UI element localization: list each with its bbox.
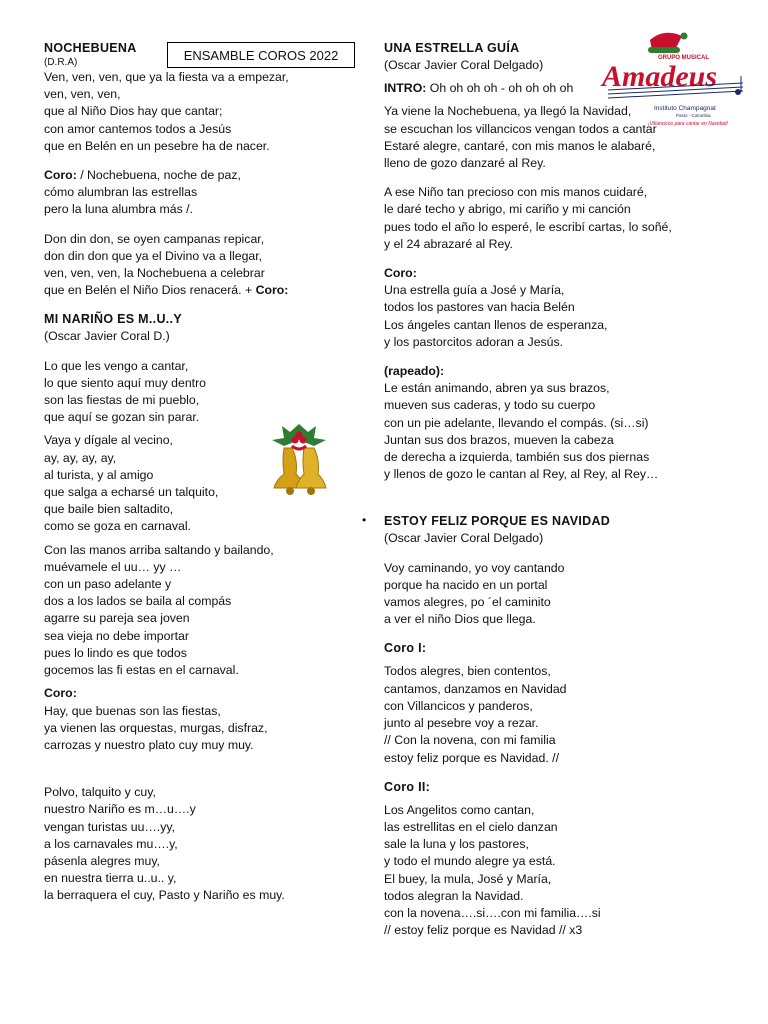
verse-4 [44, 784, 344, 904]
lyric-line: cómo alumbran las estrellas [44, 185, 198, 200]
song-title-una-estrella-guia: UNA ESTRELLA GUÍA [384, 41, 520, 55]
chorus [384, 265, 744, 351]
chorus-label: Coro: [255, 283, 289, 298]
lyric-line: dos a los lados se baila al compás [44, 594, 232, 609]
lyric-line: Una estrella guía a José y María, [384, 283, 565, 298]
lyric-line: que aquí se gozan sin parar. [44, 410, 200, 425]
bullet-icon: • [362, 513, 367, 528]
lyric-line: sale la luna y los pastores, [384, 837, 529, 852]
logo-name-text: Amadeus [602, 60, 718, 93]
lyric-line: que al Niño Dios hay que cantar; [44, 104, 223, 119]
lyric-line: ya vienen las orquestas, murgas, disfraz, [44, 720, 268, 735]
lyric-line: junto al pesebre voy a rezar. [384, 716, 539, 731]
lyric-line: ven, ven, ven, [44, 87, 121, 102]
lyric-line: con la novena….si….con mi familia….si [384, 905, 601, 920]
lyric-line: que baile bien saltadito, [44, 502, 174, 517]
lyric-line: Ya viene la Nochebuena, ya llegó la Navidad, [384, 104, 632, 119]
lyric-text: Oh oh oh oh - oh oh oh oh [426, 81, 574, 96]
lyric-line: Lo que les vengo a cantar, [44, 358, 189, 373]
verse-1 [384, 560, 744, 629]
lyric-line: Polvo, talquito y cuy, [44, 785, 156, 800]
lyric-line: a los carnavales mu….y, [44, 836, 178, 851]
lyric-line: a ver el niño Dios que llega. [384, 612, 536, 627]
lyric-line: todos alegran la Navidad. [384, 888, 524, 903]
lyric-line: lleno de gozo danzaré al Rey. [384, 156, 546, 171]
verse-2 [44, 432, 344, 535]
lyric-line: que en Belén en un pesebre ha de nacer. [44, 138, 270, 153]
song-author: (Oscar Javier Coral Delgado) [384, 58, 544, 72]
lyric-line: mueven sus caderas, y todo su cuerpo [384, 398, 596, 413]
verse-1 [44, 358, 344, 427]
lyric-line: estoy feliz porque es Navidad. // [384, 750, 559, 765]
lyric-line: la berraquera el cuy, Pasto y Nariño es muy. [44, 888, 285, 903]
right-column [362, 40, 744, 939]
lyric-line: Con las manos arriba saltando y bailando, [44, 542, 274, 557]
logo-grupo-text: GRUPO MUSICAL [658, 55, 709, 61]
lyric-line: muévamele el uu… yy … [44, 559, 182, 574]
lyric-line: Le están animando, abren ya sus brazos, [384, 381, 610, 396]
lyric-line: pues lo lindo es que todos [44, 645, 187, 660]
chorus [44, 685, 344, 754]
lyric-line: nuestro Nariño es m…u….y [44, 802, 196, 817]
lyric-line: que salga a echarsé un talquito, [44, 485, 219, 500]
lyric-line: ven, ven, ven, la Nochebuena a celebrar [44, 266, 265, 281]
logo-institute-text: Instituto Champagnat [654, 105, 716, 112]
song-title-estoy-feliz: ESTOY FELIZ PORQUE ES NAVIDAD [384, 514, 611, 529]
lyric-line: con Villancicos y panderos, [384, 698, 533, 713]
verse-1 [384, 103, 744, 172]
lyric-line: cantamos, danzamos en Navidad [384, 681, 567, 696]
lyric-line: Vaya y dígale al vecino, [44, 433, 173, 448]
lyric-line: sea vieja no debe importar [44, 628, 189, 643]
rap-section [384, 363, 744, 483]
lyric-line: con un pie adelante, llevando el compás. (si…si) [384, 415, 649, 430]
chorus-2 [384, 802, 744, 940]
chorus-label: Coro: [384, 266, 417, 281]
lyric-line: Voy caminando, yo voy cantando [384, 560, 565, 575]
logo-city-text: Pasto - Colombia [676, 113, 711, 118]
lyric-line: pásenla alegres muy, [44, 853, 160, 868]
lyric-line: y todo el mundo alegre ya está. [384, 854, 556, 869]
chorus-label: Coro: [44, 168, 77, 183]
lyric-text: que en Belén el Niño Dios renacerá. + [44, 283, 256, 298]
lyric-line: A ese Niño tan precioso con mis manos cuidaré, [384, 185, 648, 200]
lyric-line: con amor cantemos todos a Jesús [44, 121, 232, 136]
lyric-line: Los Angelitos como cantan, [384, 802, 535, 817]
lyric-line: Todos alegres, bien contentos, [384, 664, 551, 679]
verse-2 [44, 231, 344, 300]
lyric-line: lo que siento aquí muy dentro [44, 375, 207, 390]
left-column [44, 40, 344, 905]
lyric-line: Hay, que buenas son las fiestas, [44, 703, 221, 718]
lyric-line: se escuchan los villancicos vengan todos a cantar [384, 121, 657, 136]
lyric-line: pero la luna alumbra más /. [44, 202, 194, 217]
lyric-line: gocemos las fi estas en el carnaval. [44, 663, 239, 678]
lyric-line: // Con la novena, con mi familia [384, 733, 556, 748]
lyric-line: le daré techo y abrigo, mi cariño y mi canción [384, 202, 631, 217]
lyric-line: y el 24 abrazaré al Rey. [384, 236, 513, 251]
lyric-line: y llenos de gozo le cantan al Rey, al Rey, al Rey… [384, 467, 659, 482]
lyric-line: al turista, y al amigo [44, 467, 154, 482]
intro-line [384, 80, 744, 97]
song-author: (D.R.A) [44, 57, 78, 68]
song-author: (Oscar Javier Coral D.) [44, 329, 170, 344]
logo-slogan-text: ¡Villancicos para cantar en Navidad! [648, 121, 728, 127]
song-title-mi-narino: MI NARIÑO ES M..U..Y [44, 312, 182, 327]
lyric-text: / Nochebuena, noche de paz, [76, 168, 241, 183]
lyric-line: en nuestra tierra u..u.. y, [44, 871, 177, 886]
verse-3 [44, 542, 344, 680]
song-author: (Oscar Javier Coral Delgado) [384, 531, 544, 546]
lyric-line: vamos alegres, po ´el caminito [384, 595, 551, 610]
lyric-line: las estrellitas en el cielo danzan [384, 819, 558, 834]
lyric-line: Juntan sus dos brazos, mueven la cabeza [384, 432, 614, 447]
lyric-line: ay, ay, ay, ay, [44, 450, 117, 465]
lyric-line: don din don que ya el Divino va a llegar, [44, 248, 263, 263]
lyric-line: // estoy feliz porque es Navidad // x3 [384, 923, 583, 938]
chorus-1 [384, 663, 744, 766]
lyric-line: Los ángeles cantan llenos de esperanza, [384, 317, 608, 332]
rap-label: (rapeado): [384, 364, 445, 379]
chorus-label: Coro II: [384, 779, 431, 794]
lyric-line: El buey, la mula, José y María, [384, 871, 552, 886]
lyric-line: y los pastorcitos adoran a Jesús. [384, 334, 564, 349]
verse-2 [384, 184, 744, 253]
song-header [362, 513, 744, 530]
lyric-line: vengan turistas uu….yy, [44, 819, 176, 834]
lyric-line [44, 282, 344, 299]
lyric-line: Estaré alegre, cantaré, con mis manos le alabaré, [384, 138, 656, 153]
lyric-line: porque ha nacido en un portal [384, 577, 548, 592]
lyric-line: Ven, ven, ven, que ya la fiesta va a empezar, [44, 70, 289, 84]
song-title-nochebuena: NOCHEBUENA [44, 41, 137, 55]
chorus [44, 167, 344, 219]
lyric-line: como se goza en carnaval. [44, 519, 191, 534]
lyric-line: con un paso adelante y [44, 577, 172, 592]
chorus-label: Coro I: [384, 641, 427, 656]
lyric-line: pues todo el año lo esperé, le escribí cartas, lo soñé, [384, 219, 672, 234]
ensemble-title-box: ENSAMBLE COROS 2022 [167, 42, 355, 68]
intro-label: INTRO: [384, 81, 427, 96]
lyric-line: agarre su pareja sea joven [44, 611, 190, 626]
lyric-line: de derecha a izquierda, también sus dos piernas [384, 450, 650, 465]
chorus-label: Coro: [44, 686, 77, 701]
verse-1 [44, 69, 344, 155]
lyric-line: son las fiestas de mi pueblo, [44, 393, 200, 408]
lyric-line: carrozas y nuestro plato cuy muy muy. [44, 737, 254, 752]
lyric-line: todos los pastores van hacia Belén [384, 300, 575, 315]
lyric-line [44, 167, 344, 184]
lyric-line: Don din don, se oyen campanas repicar, [44, 231, 265, 246]
